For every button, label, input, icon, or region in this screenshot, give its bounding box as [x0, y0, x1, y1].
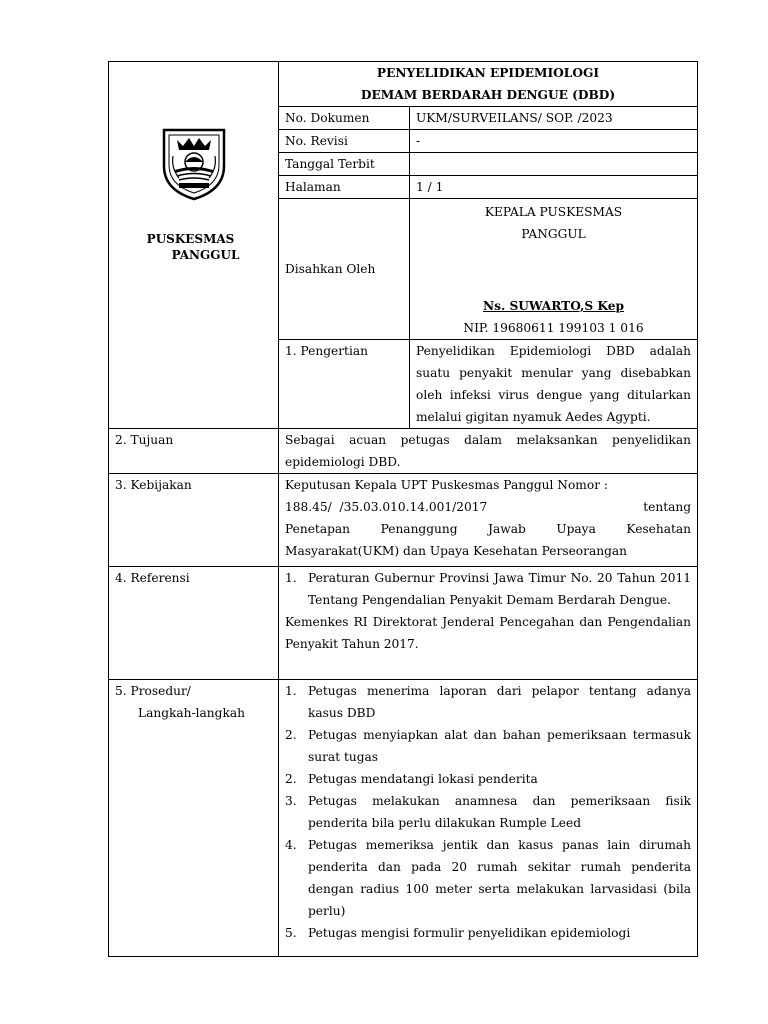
list-item [285, 834, 691, 922]
list-item [285, 790, 691, 834]
section-row-prosedur [109, 680, 698, 957]
meta-value-document-number: UKM/SURVEILANS/ SOP. /2023 [410, 107, 698, 130]
section-row-tujuan [109, 429, 698, 474]
section-row-kebijakan [109, 474, 698, 567]
section-row-referensi [109, 567, 698, 680]
section-label-prosedur [109, 680, 279, 957]
list-item-text: Peraturan Gubernur Provinsi Jawa Timur No. 20 Tahun 2011 Tentang Pengendalian Penyakit Demam Berdarah Dengue. [308, 571, 692, 607]
meta-label: Tanggal Terbit [279, 153, 410, 176]
approver-name: Ns. SUWARTO,S Kep [482, 299, 625, 313]
title-row [109, 62, 698, 107]
section-text-tujuan: Sebagai acuan petugas dalam melaksankan penyelidikan epidemiologi DBD. [279, 429, 698, 474]
referensi-list [285, 567, 691, 611]
meta-value-revision: - [410, 130, 698, 153]
section-text-referensi [279, 567, 698, 680]
section-label: 2. Tujuan [109, 429, 279, 474]
org-name-line1: PUSKESMAS [146, 232, 235, 246]
logo-cell [109, 62, 279, 429]
kebijakan-tentang: tentang [643, 500, 692, 514]
section-text-kebijakan [279, 474, 698, 567]
prosedur-label-line2: Langkah-langkah [138, 706, 245, 720]
approved-by-text: Disahkan Oleh [285, 262, 376, 276]
kebijakan-decree-number: 188.45/ /35.03.010.14.001/2017 [285, 500, 488, 514]
section-label: 1. Pengertian [279, 340, 410, 429]
list-item-number: 5. [285, 926, 297, 940]
kebijakan-line3: Penetapan Penanggung Jawab Upaya Kesehatan [285, 522, 692, 536]
meta-label: Halaman [279, 176, 410, 199]
list-item [285, 922, 691, 944]
list-item-text: Petugas menerima laporan dari pelapor tentang adanya kasus DBD [308, 684, 692, 720]
meta-label: No. Revisi [279, 130, 410, 153]
document-title-cell [279, 62, 698, 107]
list-item [285, 724, 691, 768]
document-title-line2: DEMAM BERDARAH DENGUE (DBD) [360, 88, 616, 102]
prosedur-label-line1: 5. Prosedur/ [115, 684, 191, 698]
section-label: 3. Kebijakan [109, 474, 279, 567]
kebijakan-line1: Keputusan Kepala UPT Puskesmas Panggul Nomor : [285, 478, 609, 492]
org-name [115, 231, 272, 263]
referensi-text2: Kemenkes RI Direktorat Jenderal Pencegahan dan Pengendalian Penyakit Tahun 2017. [285, 615, 692, 651]
approver-title-line2: PANGGUL [521, 227, 586, 241]
sop-table [108, 61, 698, 957]
section-text-prosedur [279, 680, 698, 957]
meta-label: No. Dokumen [279, 107, 410, 130]
signature-space [416, 245, 691, 295]
regency-emblem-icon [159, 124, 229, 202]
list-item-text: Petugas memeriksa jentik dan kasus panas lain dirumah penderita dan pada 20 rumah sekitar rumah penderita dengan radius 100 meter serta melakukan larvasidasi (bila perlu) [308, 838, 692, 918]
list-item-text: Petugas menyiapkan alat dan bahan pemeriksaan termasuk surat tugas [308, 728, 692, 764]
list-item-number: 2. [285, 728, 297, 742]
list-item-number: 1. [285, 571, 297, 585]
list-item [285, 768, 691, 790]
kebijakan-line2 [285, 496, 691, 518]
kebijakan-line4: Masyarakat(UKM) dan Upaya Kesehatan Perseorangan [285, 544, 627, 558]
list-item-number: 1. [285, 684, 297, 698]
prosedur-steps [285, 680, 691, 944]
list-item-text: Petugas mendatangi lokasi penderita [308, 772, 538, 786]
list-item-number: 4. [285, 838, 297, 852]
list-item-number: 3. [285, 794, 297, 808]
section-text-pengertian: Penyelidikan Epidemiologi DBD adalah suatu penyakit menular yang disebabkan oleh infeksi virus dengue yang ditularkan melalui gigitan nyamuk Aedes Agypti. [410, 340, 698, 429]
list-item-text: Petugas mengisi formulir penyelidikan epidemiologi [308, 926, 631, 940]
section-label: 4. Referensi [109, 567, 279, 680]
list-item [285, 680, 691, 724]
list-item-number: 2. [285, 772, 297, 786]
meta-value-issue-date [410, 153, 698, 176]
list-item [285, 567, 691, 611]
document-title-line1: PENYELIDIKAN EPIDEMIOLOGI [376, 66, 600, 80]
approver-nip: NIP. 19680611 199103 1 016 [463, 321, 644, 335]
approver-signature-cell [410, 199, 698, 340]
meta-value-page: 1 / 1 [410, 176, 698, 199]
approved-by-label [279, 199, 410, 340]
list-item-text: Petugas melakukan anamnesa dan pemeriksaan fisik penderita bila perlu dilakukan Rumple Leed [308, 794, 692, 830]
approver-title-line1: KEPALA PUSKESMAS [484, 205, 623, 219]
logo-wrap [115, 124, 272, 209]
org-name-line2: PANGGUL [171, 248, 240, 262]
